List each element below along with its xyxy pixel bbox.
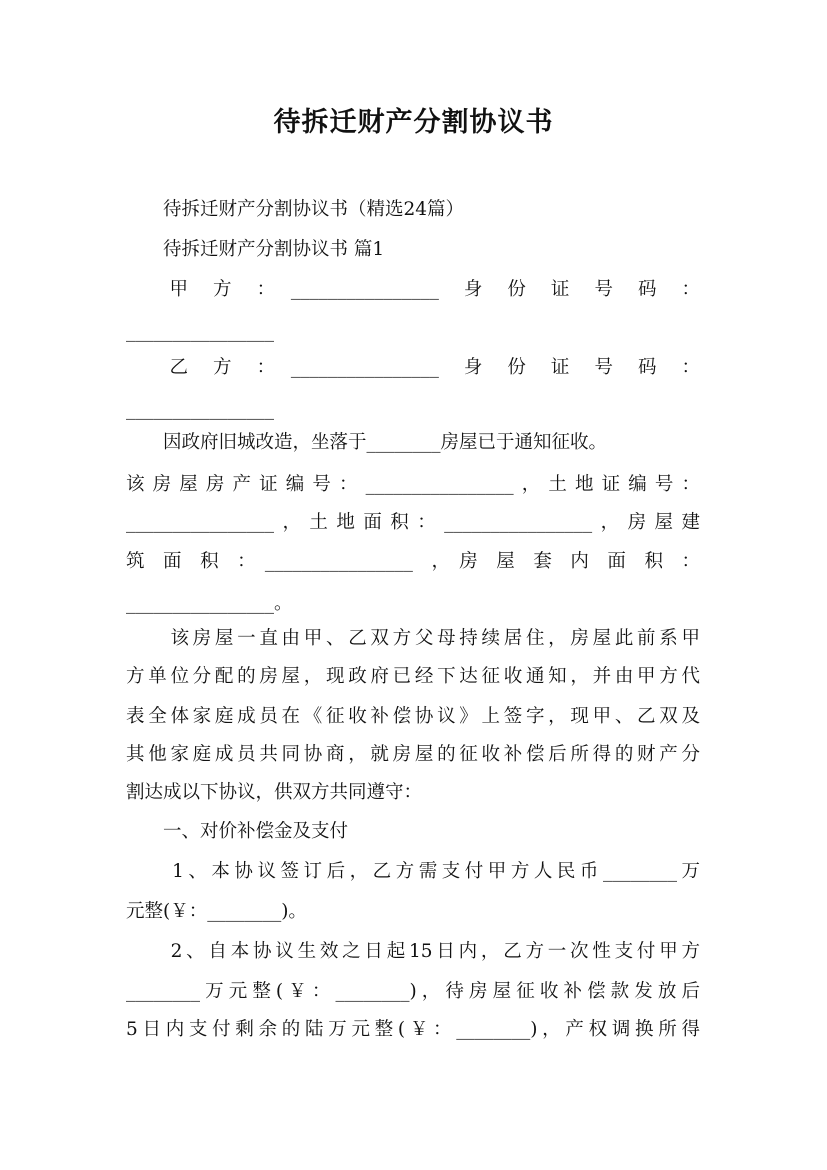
body-line: ________________，土地面积：________________，房屋建 — [126, 512, 700, 533]
body-line: 筑 面 积 ： ________________ ， 房 屋 套 内 面 积 ： — [126, 551, 700, 572]
body-line: 元整(￥：________)。 — [126, 901, 307, 922]
body-line: 乙 方 ： ________________ 身 份 证 号 码 ： — [126, 357, 700, 378]
body-line: 5日内支付剩余的陆万元整(￥：________)，产权调换所得 — [126, 1019, 700, 1040]
body-line: 1、本协议签订后，乙方需支付甲方人民币________万 — [126, 861, 700, 882]
body-line: ________万元整(￥：________)，待房屋征收补偿款发放后 — [126, 981, 700, 1002]
body-line: 一、对价补偿金及支付 — [126, 821, 349, 842]
body-line: ________________ — [126, 321, 274, 342]
body-line: 其他家庭成员共同协商，就房屋的征收补偿后所得的财产分 — [126, 744, 700, 765]
body-line: 待拆迁财产分割协议书 篇1 — [126, 239, 385, 260]
body-line: 待拆迁财产分割协议书（精选24篇） — [126, 199, 465, 220]
body-line: 2、自本协议生效之日起15日内，乙方一次性支付甲方 — [126, 941, 700, 962]
body-line: 该房屋一直由甲、乙双方父母持续居住，房屋此前系甲 — [126, 628, 700, 649]
body-line: 该房屋房产证编号：________________，土地证编号： — [126, 474, 700, 495]
body-line: ________________ — [126, 399, 274, 420]
body-line: 甲 方 ： ________________ 身 份 证 号 码 ： — [126, 279, 700, 300]
body-line: 割达成以下协议，供双方共同遵守： — [126, 782, 423, 803]
body-line: 方单位分配的房屋，现政府已经下达征收通知，并由甲方代 — [126, 666, 700, 687]
document-title: 待拆迁财产分割协议书 — [273, 107, 554, 138]
body-line: ________________。 — [126, 593, 293, 614]
body-line: 因政府旧城改造，坐落于________房屋已于通知征收。 — [126, 432, 608, 453]
body-line: 表全体家庭成员在《征收补偿协议》上签字，现甲、乙双及 — [126, 706, 700, 727]
